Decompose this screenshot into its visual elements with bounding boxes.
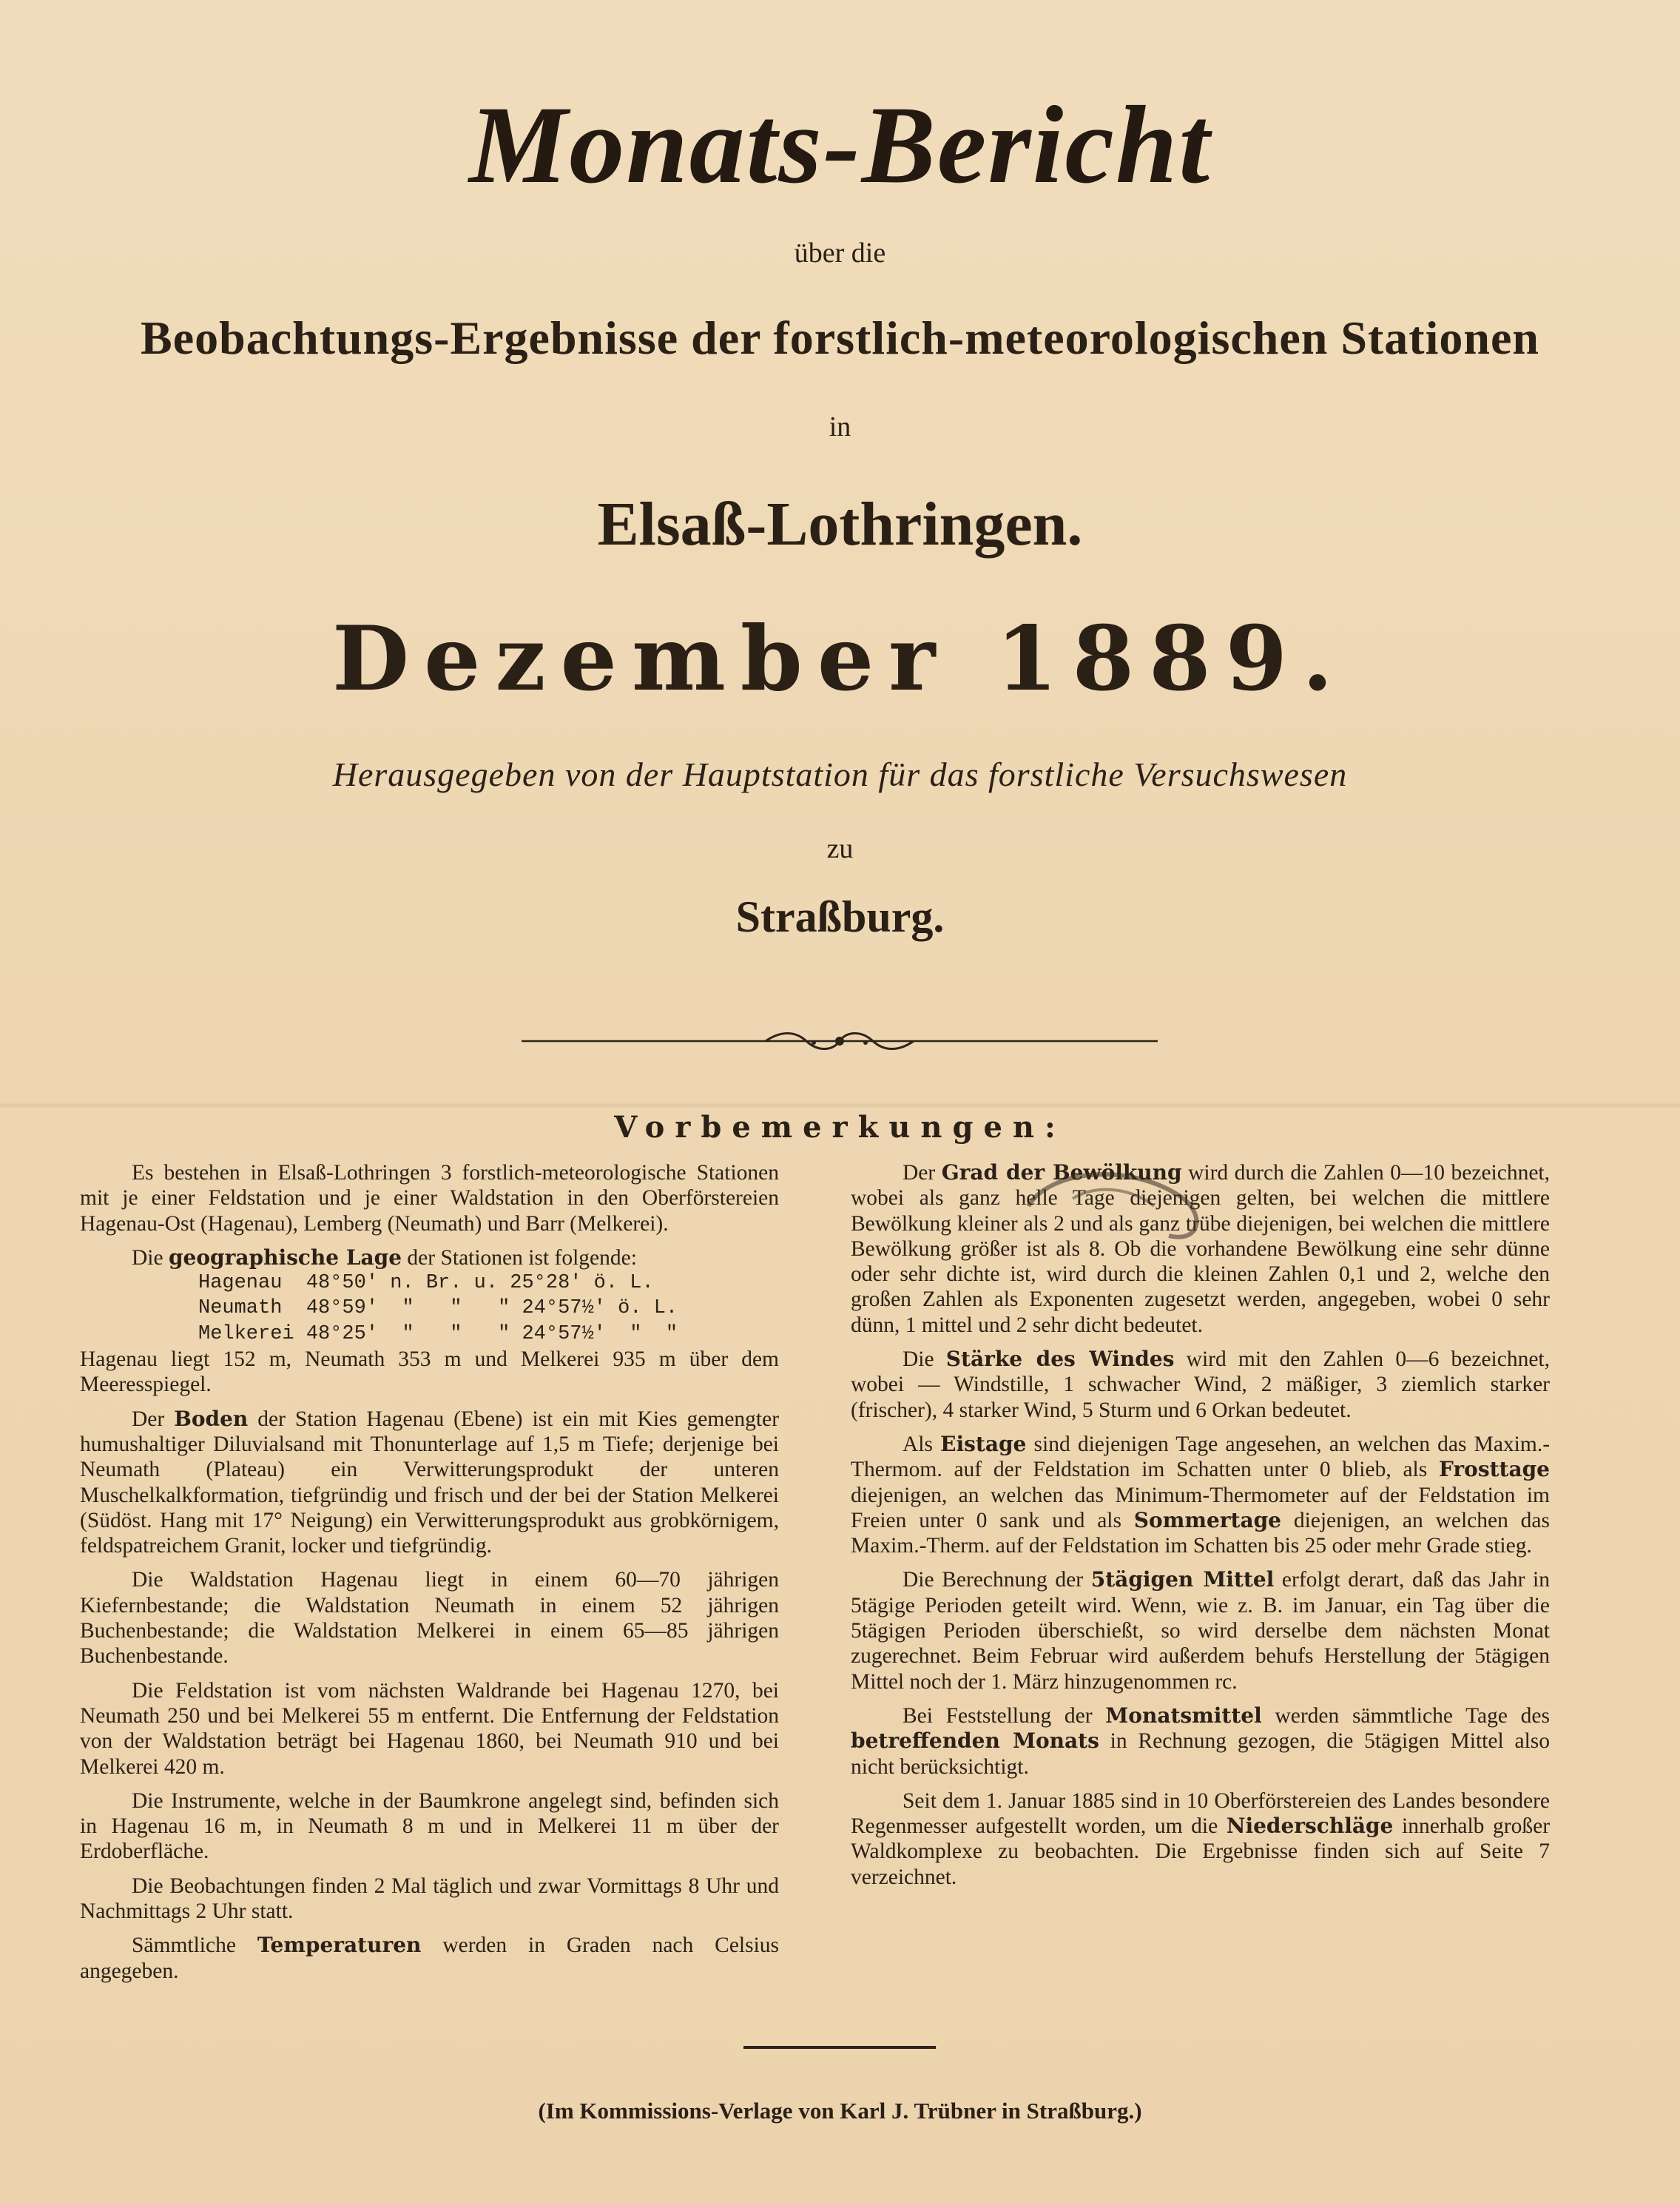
paper-fold: [0, 1102, 1680, 1108]
coordinates-neumath: Neumath 48°59' " " " 24°57½' ö. L.: [198, 1297, 678, 1320]
bold-term: Boden: [174, 1406, 249, 1431]
coordinates-melkerei: Melkerei 48°25' " " " 24°57½' " ": [198, 1322, 678, 1345]
left-paragraph-3: Hagenau liegt 152 m, Neumath 353 m und Melkerei 935 m über dem Meeresspiegel.: [80, 1347, 779, 1397]
bold-term: Niederschläge: [1226, 1814, 1394, 1839]
left-paragraph-7: Die Instrumente, welche in der Baumkrone angelegt sind, befinden sich in Hagenau 16 m, in Neumath 8 m und in Melkerei 11 m über der Erdoberfläche.: [80, 1788, 779, 1864]
bold-term: geographische Lage: [168, 1245, 402, 1270]
right-paragraph-1: Der Grad der Bewölkung wird durch die Zahlen 0—10 bezeichnet, wobei als ganz helle Tage diejenigen gelten, bei welchen die mittlere Bewölkung kleiner als 2 und als ganz trübe diejenigen, bei welchen die mittlere Bewölkung größer ist als 8. Ob die vorhandene Bewölkung eine sehr dünne oder sehr dichte ist, wird durch die kleinen Zahlen 0,1 und 2, welche den großen Zahlen als Exponenten zugesetzt werden, angegeben, wobei 0 sehr dünn, 1 mittel und 2 sehr dicht bedeutet.: [851, 1160, 1550, 1337]
bold-term: Eistage: [940, 1431, 1027, 1456]
bold-term: Grad der Bewölkung: [941, 1160, 1182, 1185]
coordinates-hagenau: Hagenau 48°50' n. Br. u. 25°28' ö. L.: [198, 1272, 654, 1295]
right-paragraph-4: Die Berechnung der 5tägigen Mittel erfolgt derart, daß das Jahr in 5tägige Perioden geteilt wird. Wenn, wie z. B. im Januar, ein Tag über die 5tägigen Perioden überschießt, so wird derselbe dem nächsten Monat zugerechnet. Beim Februar wird außerdem behufs Herstellung der 5tägigen Mittel noch der 1. März hinzugenommen rc.: [851, 1567, 1550, 1694]
left-paragraph-6: Die Feldstation ist vom nächsten Waldrande bei Hagenau 1270, bei Neumath 250 und bei Melkerei 55 m entfernt. Die Entfernung der Feldstation von der Waldstation beträgt bei Hagenau 1860, bei Neumath 910 und bei Melkerei 420 m.: [80, 1678, 779, 1779]
city-name: Straßburg.: [735, 892, 945, 941]
bold-term: betreffenden Monats: [851, 1728, 1099, 1754]
report-subtitle: Beobachtungs-Ergebnisse der forstlich-meteorologischen Stationen: [141, 312, 1539, 364]
left-paragraph-2: Die geographische Lage der Stationen ist folgende:: [132, 1245, 637, 1270]
region-name: Elsaß-Lothringen.: [597, 490, 1083, 559]
notes-right-column: [851, 1160, 1550, 1899]
left-paragraph-9: Sämmtliche Temperaturen werden in Graden nach Celsius angegeben.: [80, 1933, 780, 1983]
report-month: Dezember 1889.: [332, 607, 1348, 711]
left-paragraph-8: Die Beobachtungen finden 2 Mal täglich und zwar Vormittags 8 Uhr und Nachmittags 2 Uhr statt.: [80, 1874, 779, 1924]
bold-term: Temperaturen: [257, 1933, 422, 1958]
report-title: Monats-Bericht: [468, 84, 1212, 206]
ueber-die-line: über die: [794, 238, 886, 269]
bold-term: Monatsmittel: [1105, 1703, 1262, 1728]
left-paragraph-4: Der Boden der Station Hagenau (Ebene) ist ein mit Kies gemengter humushaltiger Diluvialsand mit Thonunterlage auf 1,5 m Tiefe; derjenige bei Neumath (Plateau) ein Verwitterungsprodukt der unteren Muschelkalkformation, tiefgründig und frisch und der bei der Station Melkerei (Südöst. Hang mit 17° Neigung) ein Verwitterungsprodukt aus grobkörnigem, feldspatreichem Granit, locker und tiefgründig.: [80, 1406, 780, 1558]
bold-term: Stärke des Windes: [945, 1347, 1175, 1372]
notes-left-column: [80, 1160, 779, 1993]
bold-term: Frosttage: [1439, 1457, 1550, 1482]
in-line: in: [829, 411, 851, 442]
right-paragraph-3: Als Eistage sind diejenigen Tage angesehen, an welchen das Maxim.-Thermom. auf der Feldstation im Schatten unter 0 blieb, als Frosttage diejenigen, an welchen das Minimum-Thermometer auf der Feldstation im Freien unter 0 sank und als Sommertage diejenigen, an welchen das Maxim.-Therm. auf der Feldstation im Schatten bis 25 oder mehr Grade stieg.: [851, 1431, 1551, 1558]
ornament-rule: [522, 1025, 1158, 1054]
publisher-imprint: (Im Kommissions-Verlage von Karl J. Trübner in Straßburg.): [538, 2098, 1142, 2124]
right-paragraph-2: Die Stärke des Windes wird mit den Zahlen 0—6 bezeichnet, wobei — Windstille, 1 schwacher Wind, 2 mäßiger, 3 ziemlich starker (frischer), 4 starker Wind, 5 Sturm und 6 Orkan bedeutet.: [851, 1347, 1551, 1422]
notes-heading: Vorbemerkungen:: [614, 1110, 1066, 1145]
bold-term: 5tägigen Mittel: [1090, 1567, 1275, 1592]
zu-line: zu: [826, 833, 854, 864]
publisher-line: Herausgegeben von der Hauptstation für das forstliche Versuchswesen: [332, 755, 1348, 793]
right-paragraph-6: Seit dem 1. Januar 1885 sind in 10 Oberförstereien des Landes besondere Regenmesser aufgestellt worden, um die Niederschläge innerhalb großer Waldkomplexe zu beobachten. Die Ergebnisse finden sich auf Seite 7 verzeichnet.: [851, 1788, 1551, 1889]
right-paragraph-5: Bei Feststellung der Monatsmittel werden sämmtliche Tage des betreffenden Monats in Rechnung gezogen, die 5tägigen Mittel also nicht berücksichtigt.: [851, 1703, 1550, 1779]
ink-stamp-mark: [984, 1154, 1228, 1265]
footer-divider: [743, 2046, 936, 2049]
bold-term: Sommertage: [1133, 1507, 1281, 1532]
left-paragraph-5: Die Waldstation Hagenau liegt in einem 60—70 jährigen Kiefernbestande; die Waldstation Neumath in einem 52 jährigen Buchenbestande; die Waldstation Melkerei in einem 65—85 jährigen Buchenbestande.: [80, 1568, 779, 1669]
left-paragraph-1: Es bestehen in Elsaß-Lothringen 3 forstlich-meteorologische Stationen mit je einer Feldstation und je einer Waldstation in den Oberförstereien Hagenau-Ost (Hagenau), Lemberg (Neumath) und Barr (Melkerei).: [80, 1161, 779, 1236]
